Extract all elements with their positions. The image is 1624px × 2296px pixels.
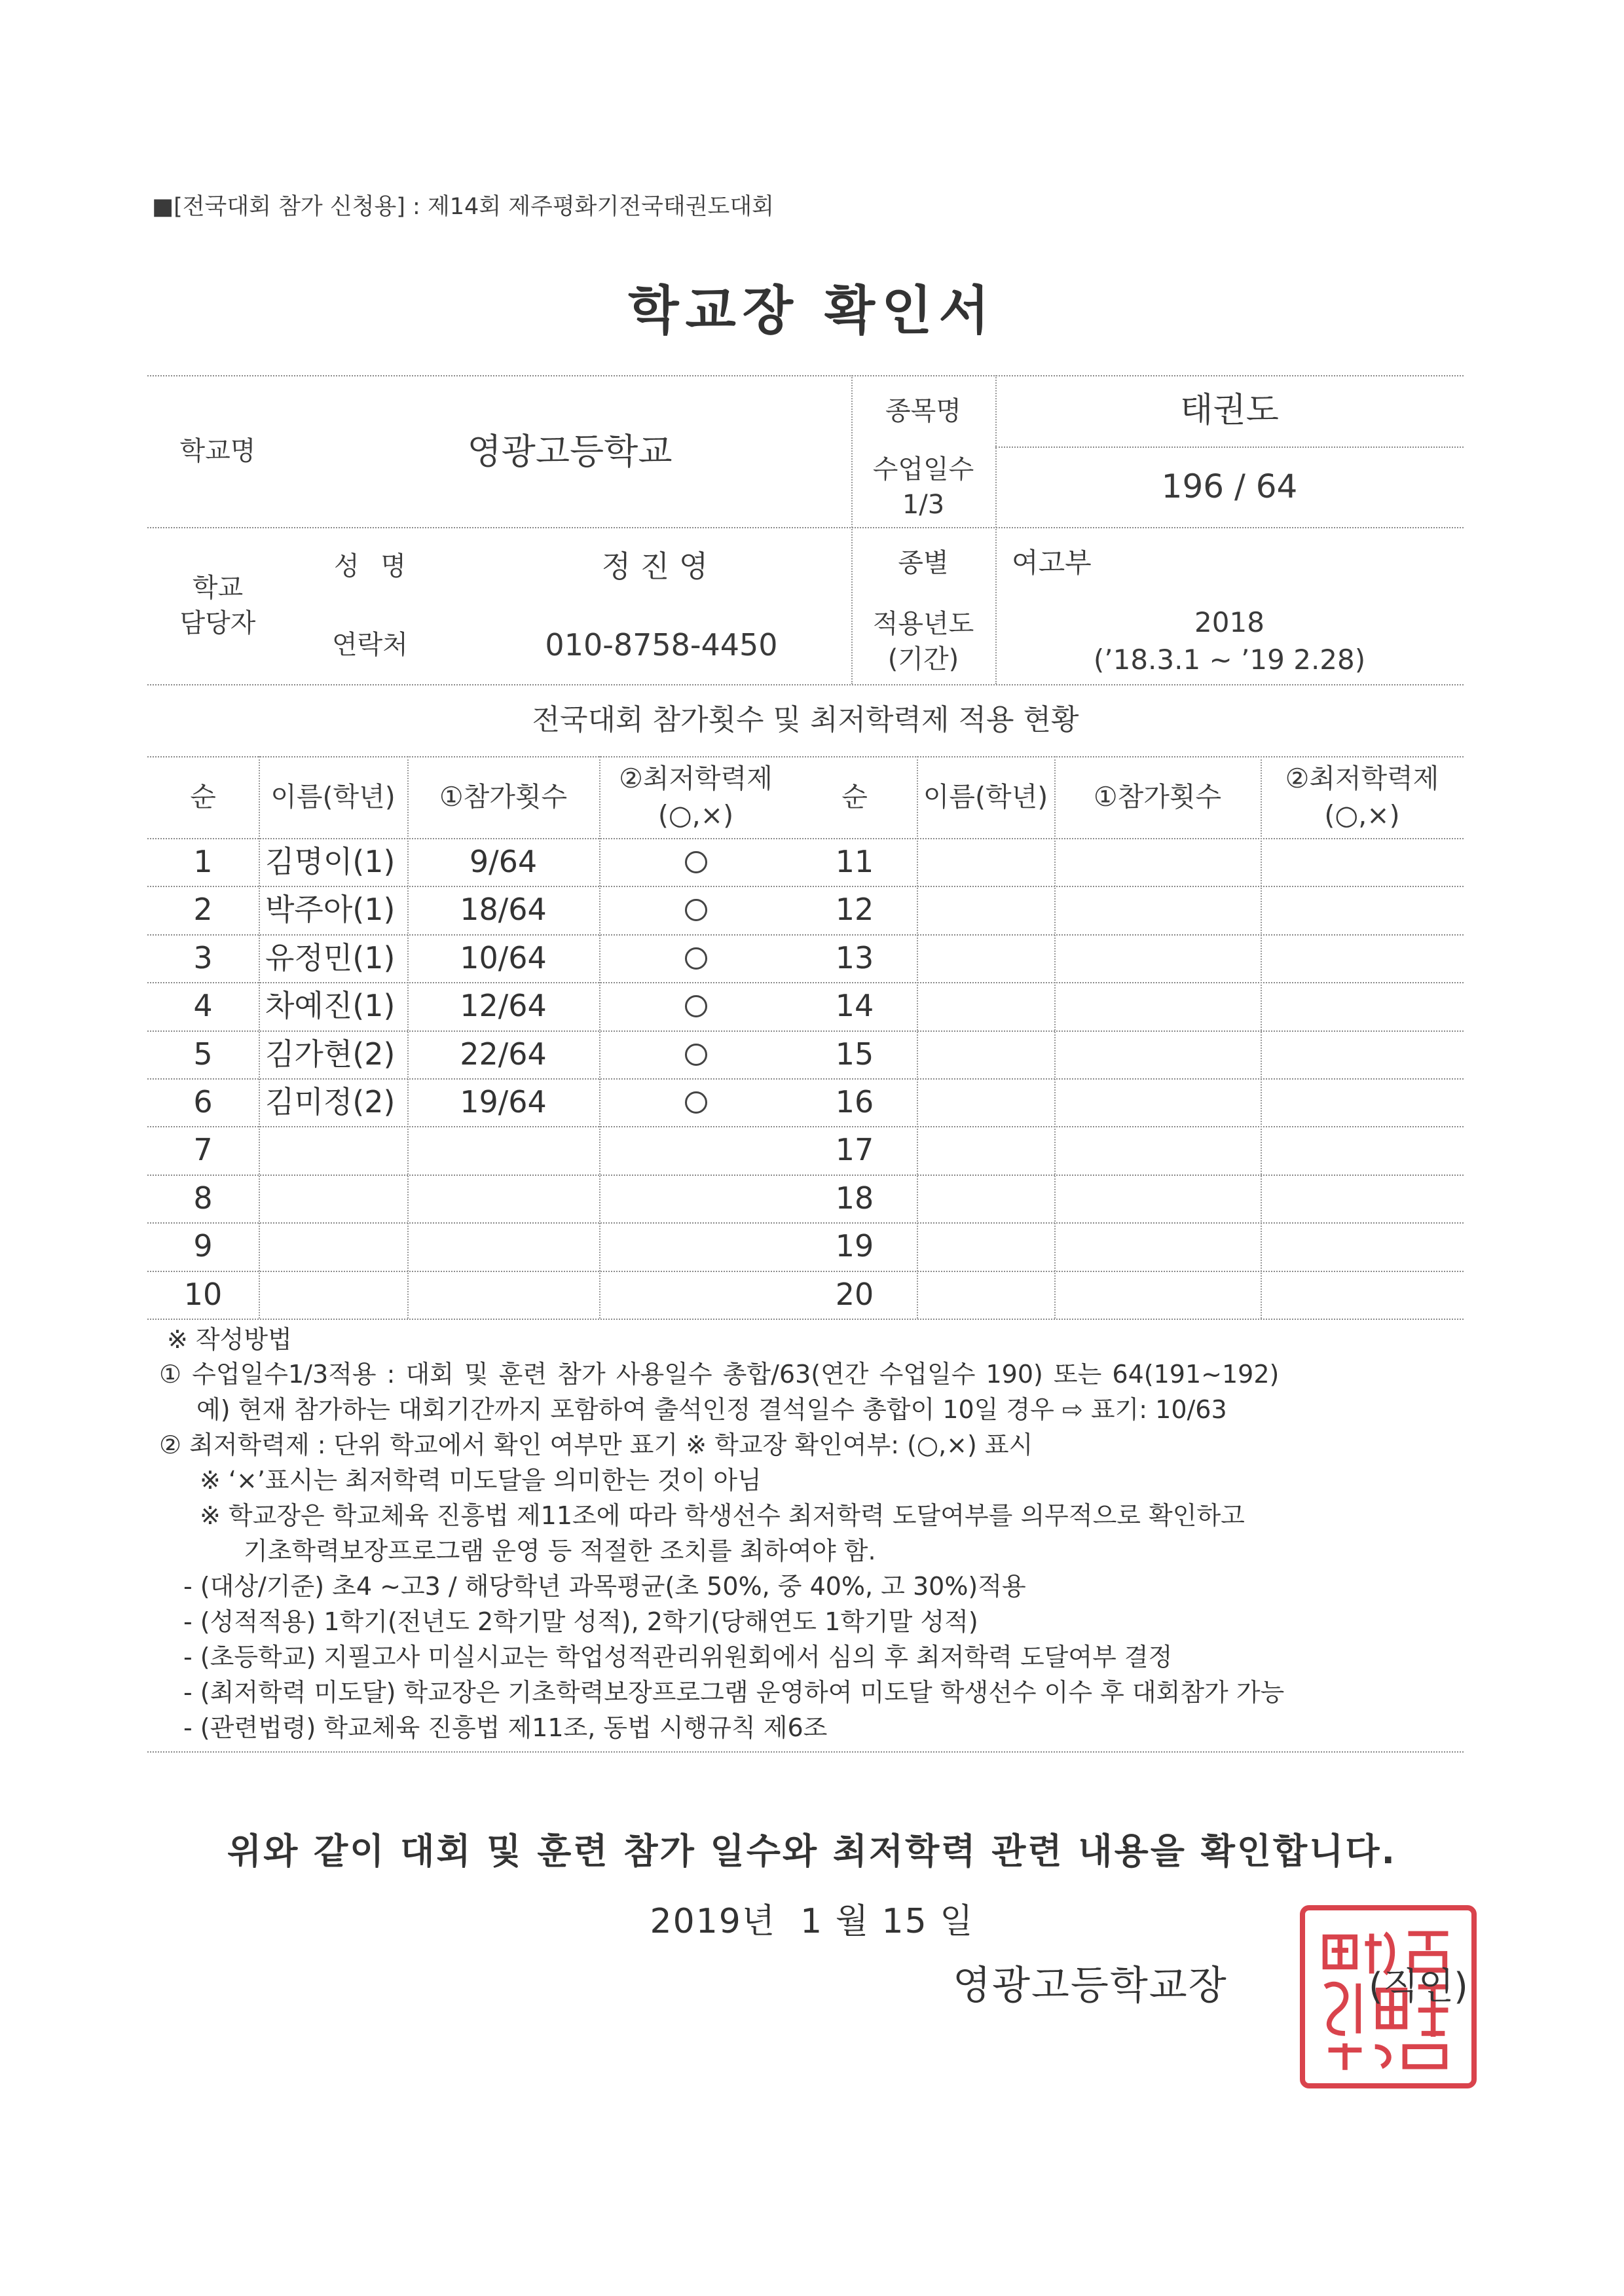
sport-label: 종목명 [885, 395, 961, 426]
student-name [265, 1271, 407, 1319]
detail-1: - (대상/기준) 초4 ~고3 / 해당학년 과목평균(초 50%, 중 40%, 고 30%)적용 [183, 1572, 1026, 1601]
circle-mark-icon [685, 995, 707, 1017]
header-min-academic-right [1261, 756, 1464, 838]
circle-mark-icon [685, 947, 707, 970]
participation-count: 18/64 [460, 892, 547, 928]
detail-5: - (관련법령) 학교체육 진흥법 제11조, 동법 시행규칙 제6조 [183, 1713, 828, 1742]
student-name: 김미정(2) [265, 1084, 396, 1120]
manager-label-line2: 담당자 [179, 608, 256, 638]
applied-year-label-line1: 적용년도 [872, 609, 974, 639]
header-min-academic-line1: ②최저학력제 [1285, 763, 1439, 795]
sport-value: 태권도 [1180, 391, 1279, 431]
confirmation-statement: 위와 같이 대회 및 훈련 참가 일수와 최저학력 관련 내용을 확인합니다. [227, 1831, 1397, 1872]
note-3: ※ ‘×’표시는 최저학력 미도달을 의미한는 것이 아님 [200, 1466, 762, 1495]
participation-count: 12/64 [460, 988, 547, 1024]
manager-label [147, 527, 288, 684]
section-title: 전국대회 참가횟수 및 최저학력제 적용 현황 [532, 703, 1079, 737]
min-academic-cell [599, 934, 792, 982]
note-4b: 기초학력보장프로그램 운영 등 적절한 조치를 최하여야 함. [244, 1537, 876, 1565]
school-name-label: 학교명 [179, 436, 256, 466]
header-no-right: 순 [841, 780, 868, 812]
row-number: 15 [835, 1036, 874, 1072]
student-name [265, 1175, 407, 1222]
header-min-academic-line2: (○,×) [1324, 799, 1400, 831]
note-1b: 예) 현재 참가하는 대회기간까지 포함하여 출석인정 결석일수 총합이 10일 경우 ⇨ 표기: 10/63 [196, 1395, 1227, 1424]
min-academic-cell [599, 886, 792, 934]
header-no-left: 순 [190, 780, 216, 812]
seal-label: (직인) [1369, 1965, 1468, 2008]
detail-4: - (최저학력 미도달) 학교장은 기초학력보장프로그램 운영하여 미도달 학생선수 이수 후 대회참가 가능 [183, 1678, 1285, 1707]
class-days-label-line1: 수업일수 [872, 454, 974, 484]
circle-mark-icon [685, 851, 707, 873]
participation-count: 22/64 [460, 1036, 547, 1072]
applied-year-label [851, 599, 995, 684]
contact-label: 연락처 [332, 630, 408, 660]
rule [259, 756, 260, 1319]
header-name-left: 이름(학년) [270, 780, 396, 812]
row-number: 13 [835, 940, 874, 976]
class-days-label [851, 446, 995, 527]
class-days-value: 196 / 64 [1161, 467, 1298, 505]
header-name-right: 이름(학년) [923, 780, 1048, 812]
manager-name-label: 성 명 [334, 551, 406, 581]
manager-label-line1: 학교 [192, 573, 244, 603]
participation-count [407, 1126, 599, 1174]
applied-year-label-line2: (기간) [887, 644, 959, 674]
row-number: 18 [835, 1180, 874, 1216]
school-name-value: 영광고등학교 [467, 430, 673, 472]
row-number: 6 [193, 1084, 213, 1120]
note-2: ② 최저학력제 : 단위 학교에서 확인 여부만 표기 ※ 학교장 확인여부: (○,×) 표시 [159, 1430, 1033, 1459]
row-number: 5 [193, 1036, 213, 1072]
header-min-academic-left [599, 756, 792, 838]
detail-2: - (성적적용) 1학기(전년도 2학기말 성적), 2학기(당해연도 1학기말 성적) [183, 1607, 978, 1636]
student-name [265, 1222, 407, 1270]
min-academic-cell [599, 1030, 792, 1078]
row-number: 2 [193, 892, 213, 928]
note-4a: ※ 학교장은 학교체육 진흥법 제11조에 따라 학생선수 최저학력 도달여부를 의무적으로 확인하고 [200, 1501, 1245, 1530]
participation-count [407, 1175, 599, 1222]
student-name: 박주아(1) [265, 892, 396, 928]
row-number: 11 [835, 844, 874, 880]
circle-mark-icon [685, 1044, 707, 1066]
row-number: 7 [193, 1132, 213, 1168]
applied-period: (’18.3.1 ~ ’19 2.28) [1093, 644, 1366, 676]
participation-count: 10/64 [460, 940, 547, 976]
min-academic-cell [599, 838, 792, 886]
note-1a: ① 수업일수1/3적용 : 대회 및 훈련 참가 사용일수 총합/63(연간 수업일수 190) 또는 64(191~192) [159, 1360, 1280, 1389]
participation-count [407, 1271, 599, 1319]
participation-count [407, 1222, 599, 1270]
contact-value: 010-8758-4450 [545, 627, 778, 663]
row-number: 14 [835, 988, 874, 1024]
student-name [265, 1126, 407, 1174]
detail-3: - (초등학교) 지필고사 미실시교는 학업성적관리위원회에서 심의 후 최저학력 도달여부 결정 [183, 1643, 1173, 1671]
row-number: 12 [835, 892, 874, 928]
header-count-left: ①참가횟수 [439, 780, 568, 812]
form-usage-line: ■[전국대회 참가 신청용] : 제14회 제주평화기전국태권도대회 [152, 194, 774, 220]
circle-mark-icon [685, 1091, 707, 1114]
class-days-label-line2: 1/3 [902, 489, 945, 520]
min-academic-cell [599, 982, 792, 1030]
rule [147, 1319, 1464, 1320]
header-count-right: ①참가횟수 [1093, 780, 1222, 812]
row-number: 10 [183, 1277, 223, 1313]
division-label: 종별 [898, 548, 949, 578]
rule [147, 1751, 1464, 1753]
applied-year: 2018 [1194, 606, 1264, 639]
row-number: 8 [193, 1180, 213, 1216]
row-number: 20 [835, 1277, 874, 1313]
applied-year-value [995, 599, 1464, 684]
row-number: 4 [193, 988, 213, 1024]
division-value: 여고부 [1012, 546, 1092, 579]
header-min-academic-line2: (○,×) [657, 799, 734, 831]
min-academic-cell [599, 1078, 792, 1126]
rule [1054, 756, 1056, 1319]
participation-count: 19/64 [460, 1084, 547, 1120]
row-number: 17 [835, 1132, 874, 1168]
confirmation-date: 2019년 1 월 15 일 [650, 1902, 974, 1941]
rule [917, 756, 918, 1319]
participation-count: 9/64 [469, 844, 538, 880]
row-number: 1 [193, 844, 213, 880]
notes-heading: ※ 작성방법 [167, 1325, 292, 1354]
principal-title: 영광고등학교장 [953, 1963, 1228, 2009]
student-name: 유정민(1) [265, 940, 396, 976]
header-min-academic-line1: ②최저학력제 [619, 763, 773, 795]
row-number: 16 [835, 1084, 874, 1120]
manager-name-value: 정 진 영 [601, 548, 709, 584]
student-name: 차예진(1) [265, 988, 396, 1024]
row-number: 3 [193, 940, 213, 976]
circle-mark-icon [685, 899, 707, 921]
document-title: 학교장 확인서 [628, 280, 996, 341]
student-name: 김가현(2) [265, 1036, 396, 1072]
row-number: 19 [835, 1228, 874, 1264]
rule [1261, 756, 1262, 1319]
student-name: 김명이(1) [265, 844, 396, 880]
row-number: 9 [193, 1228, 213, 1264]
